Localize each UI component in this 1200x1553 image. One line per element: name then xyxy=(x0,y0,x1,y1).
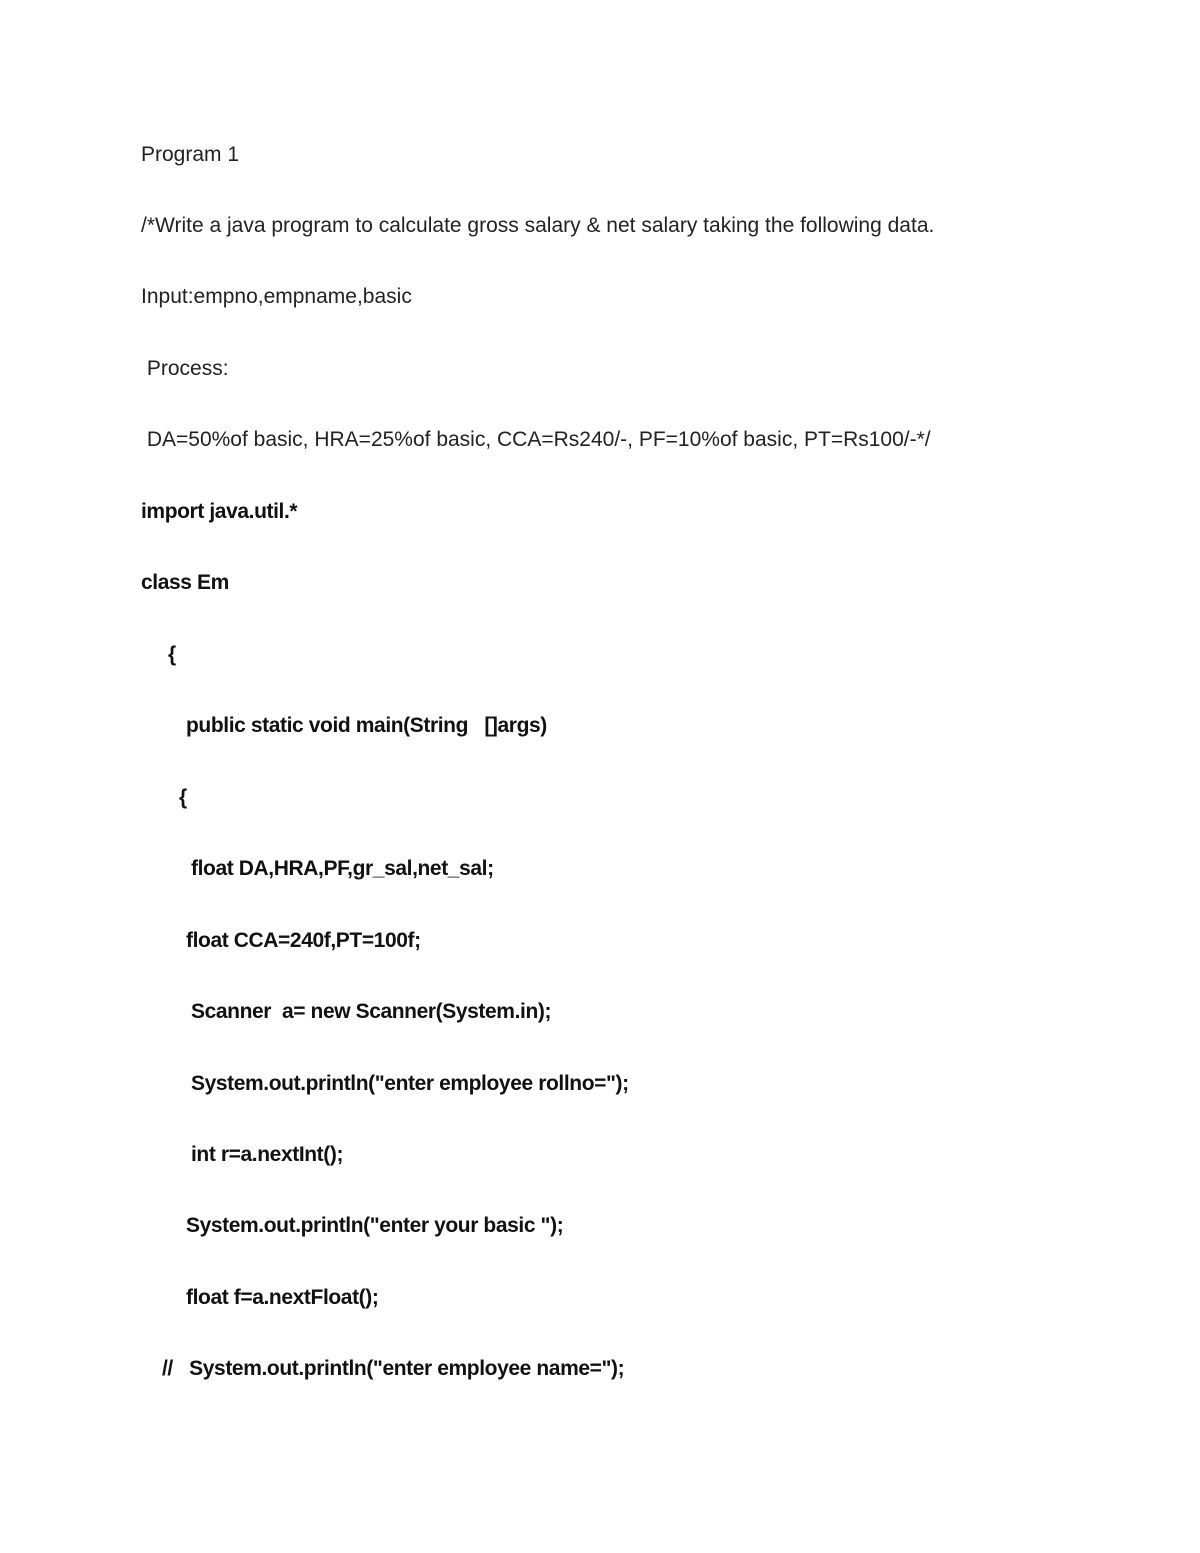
code-line-main-open-brace: { xyxy=(179,786,187,809)
code-line-scanner: Scanner a= new Scanner(System.in); xyxy=(191,1000,552,1023)
process-label-line: Process: xyxy=(141,357,229,380)
code-line-print-basic: System.out.println("enter your basic "); xyxy=(186,1214,564,1237)
code-line-commented-print-name: // System.out.println("enter employee name="); xyxy=(162,1357,625,1380)
code-line-import: import java.util.* xyxy=(141,500,298,523)
code-line-class-open-brace: { xyxy=(168,643,176,666)
process-formula-line: DA=50%of basic, HRA=25%of basic, CCA=Rs240/-, PF=10%of basic, PT=Rs100/-*/ xyxy=(141,428,931,451)
program-heading: Program 1 xyxy=(141,143,240,166)
code-line-class: class Em xyxy=(141,571,229,594)
problem-statement-line: /*Write a java program to calculate gross salary & net salary taking the following data. xyxy=(141,214,935,237)
input-spec-line: Input:empno,empname,basic xyxy=(141,285,412,308)
code-line-print-rollno: System.out.println("enter employee rollno="); xyxy=(191,1072,629,1095)
code-line-float-decl: float DA,HRA,PF,gr_sal,net_sal; xyxy=(191,857,494,880)
code-line-float-const: float CCA=240f,PT=100f; xyxy=(186,929,421,952)
code-line-main-signature: public static void main(String []args) xyxy=(186,714,547,737)
code-line-read-float: float f=a.nextFloat(); xyxy=(186,1286,379,1309)
code-line-read-int: int r=a.nextInt(); xyxy=(191,1143,344,1166)
